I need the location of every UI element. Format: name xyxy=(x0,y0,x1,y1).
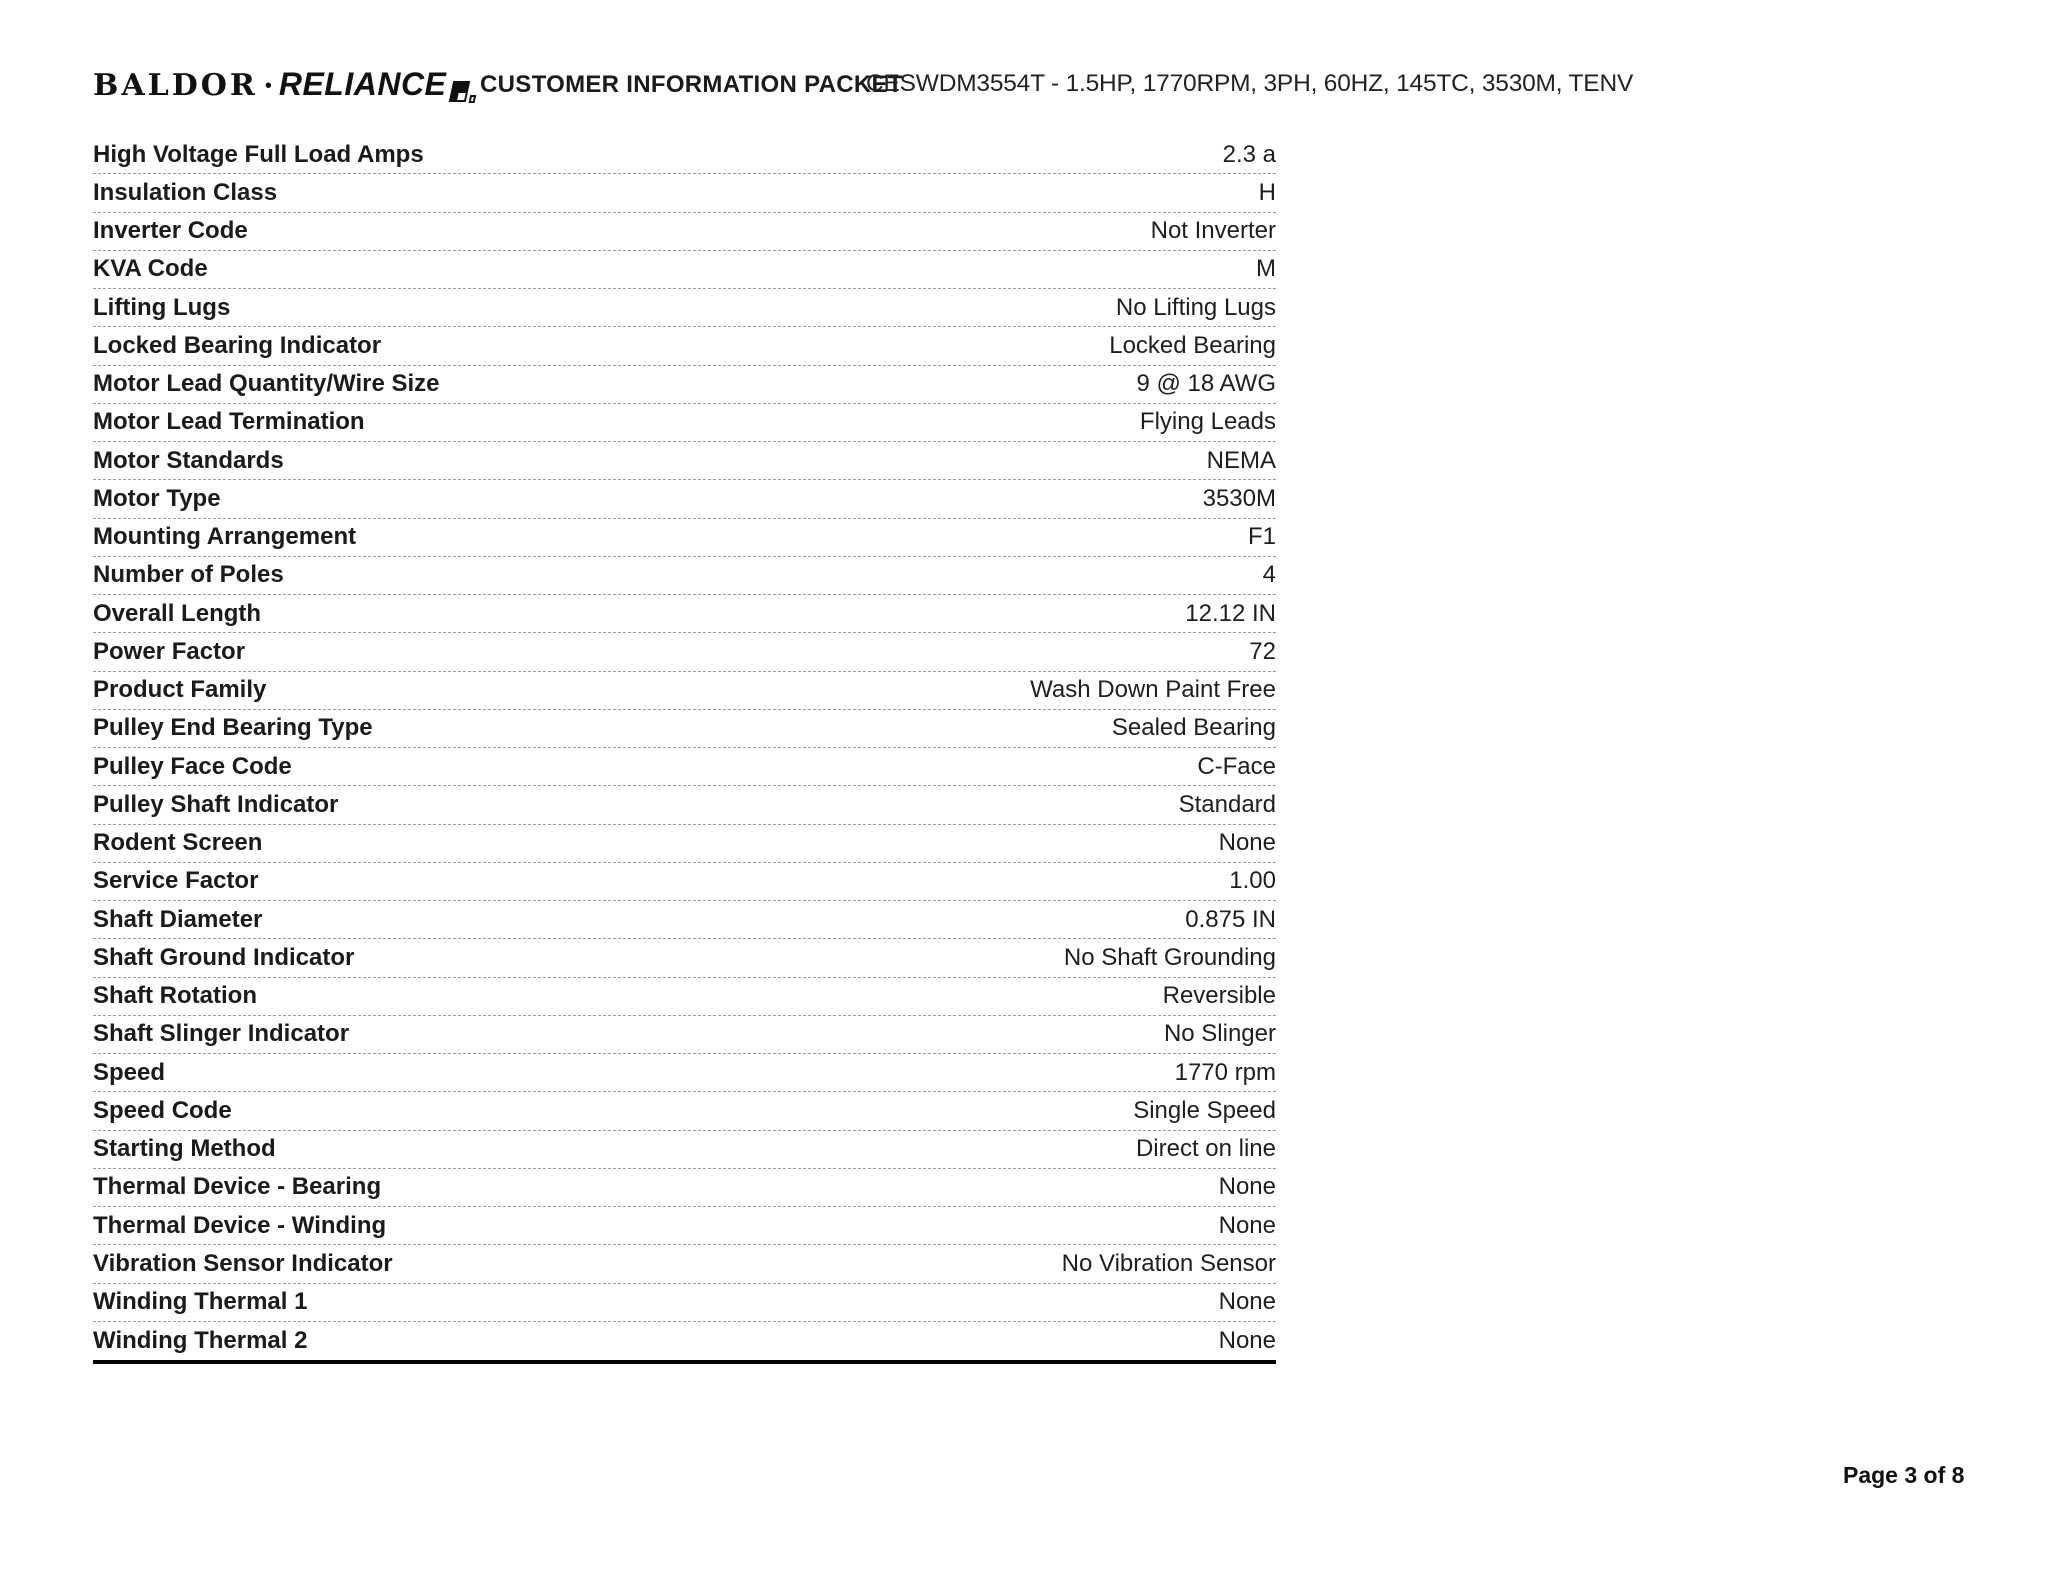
table-row xyxy=(93,595,1276,633)
spec-label: Speed xyxy=(93,1058,166,1086)
brand-baldor-text: BALDOR xyxy=(93,68,258,103)
baldor-reliance-logo xyxy=(93,66,468,103)
spec-label: Starting Method xyxy=(93,1135,276,1163)
spec-value: None xyxy=(1218,829,1276,857)
table-row xyxy=(93,710,1276,748)
spec-value: M xyxy=(1256,255,1276,283)
spec-value: None xyxy=(1218,1211,1276,1239)
spec-label: Overall Length xyxy=(93,599,262,627)
table-row xyxy=(93,327,1276,365)
spec-label: Winding Thermal 1 xyxy=(93,1288,308,1316)
spec-value: 1.00 xyxy=(1229,867,1276,895)
spec-label: Speed Code xyxy=(93,1096,232,1124)
spec-value: Reversible xyxy=(1162,982,1276,1010)
table-row xyxy=(93,442,1276,480)
table-row xyxy=(93,1169,1276,1207)
table-row xyxy=(93,366,1276,404)
spec-label: Inverter Code xyxy=(93,217,248,245)
spec-value: Standard xyxy=(1178,790,1276,818)
spec-label: Thermal Device - Bearing xyxy=(93,1173,382,1201)
spec-label: Motor Standards xyxy=(93,446,284,474)
table-row xyxy=(93,557,1276,595)
spec-label: Motor Lead Termination xyxy=(93,408,365,436)
table-row xyxy=(93,174,1276,212)
spec-label: KVA Code xyxy=(93,255,208,283)
spec-label: Rodent Screen xyxy=(93,829,263,857)
spec-value: 3530M xyxy=(1202,484,1276,512)
spec-value: Not Inverter xyxy=(1150,217,1276,245)
table-row xyxy=(93,480,1276,518)
spec-value: 4 xyxy=(1262,561,1276,589)
spec-value: None xyxy=(1218,1326,1276,1354)
logo-dot-separator: • xyxy=(264,75,272,97)
table-row xyxy=(93,672,1276,710)
spec-value: F1 xyxy=(1247,523,1276,551)
page-number: Page 3 of 8 xyxy=(1843,1462,1965,1488)
spec-value: 0.875 IN xyxy=(1185,905,1276,933)
spec-value: 12.12 IN xyxy=(1185,599,1276,627)
spec-label: Shaft Diameter xyxy=(93,905,263,933)
table-row xyxy=(93,633,1276,671)
spec-label: Shaft Rotation xyxy=(93,982,257,1010)
spec-value: 1770 rpm xyxy=(1174,1058,1276,1086)
table-row xyxy=(93,1245,1276,1283)
spec-label: Pulley Shaft Indicator xyxy=(93,790,339,818)
spec-label: Pulley End Bearing Type xyxy=(93,714,373,742)
spec-value: No Lifting Lugs xyxy=(1115,293,1276,321)
table-row xyxy=(93,825,1276,863)
spec-value: Locked Bearing xyxy=(1109,331,1276,359)
spec-value: None xyxy=(1218,1288,1276,1316)
spec-value: 9 @ 18 AWG xyxy=(1136,370,1276,398)
table-row xyxy=(93,978,1276,1016)
spec-label: Number of Poles xyxy=(93,561,284,589)
spec-label: Motor Type xyxy=(93,484,221,512)
spec-value: NEMA xyxy=(1206,446,1276,474)
spec-value: Sealed Bearing xyxy=(1111,714,1276,742)
table-row xyxy=(93,786,1276,824)
spec-value: H xyxy=(1258,178,1276,206)
table-row xyxy=(93,1131,1276,1169)
spec-value: 72 xyxy=(1249,637,1276,665)
table-row xyxy=(93,748,1276,786)
brand-reliance-text: RELIANCE xyxy=(278,66,447,102)
spec-value: Single Speed xyxy=(1133,1096,1276,1124)
table-row xyxy=(93,939,1276,977)
spec-label: Power Factor xyxy=(93,637,246,665)
spec-label: Locked Bearing Indicator xyxy=(93,331,382,359)
table-row xyxy=(93,1284,1276,1322)
spec-label: Pulley Face Code xyxy=(93,752,292,780)
table-row xyxy=(93,404,1276,442)
spec-value: Wash Down Paint Free xyxy=(1030,676,1276,704)
spec-label: Vibration Sensor Indicator xyxy=(93,1249,393,1277)
spec-value: Direct on line xyxy=(1135,1135,1276,1163)
table-row xyxy=(93,863,1276,901)
spec-label: Service Factor xyxy=(93,867,259,895)
spec-label: High Voltage Full Load Amps xyxy=(93,140,424,168)
reliance-trademark-icon xyxy=(449,81,470,102)
document-title: CUSTOMER INFORMATION PACKET xyxy=(480,71,903,98)
spec-label: Insulation Class xyxy=(93,178,278,206)
spec-label: Product Family xyxy=(93,676,267,704)
table-row xyxy=(93,289,1276,327)
table-row xyxy=(93,1322,1276,1360)
spec-value: No Shaft Grounding xyxy=(1063,943,1276,971)
table-row xyxy=(93,1207,1276,1245)
spec-label: Thermal Device - Winding xyxy=(93,1211,387,1239)
spec-label: Motor Lead Quantity/Wire Size xyxy=(93,370,440,398)
spec-label: Lifting Lugs xyxy=(93,293,231,321)
table-row xyxy=(93,1016,1276,1054)
table-row xyxy=(93,251,1276,289)
table-row xyxy=(93,213,1276,251)
table-row xyxy=(93,1092,1276,1130)
product-spec-line: CESWDM3554T - 1.5HP, 1770RPM, 3PH, 60HZ, 145TC, 3530M, TENV xyxy=(866,70,1634,97)
spec-value: C-Face xyxy=(1197,752,1276,780)
table-row xyxy=(93,136,1276,174)
spec-value: No Vibration Sensor xyxy=(1061,1249,1276,1277)
spec-value: None xyxy=(1218,1173,1276,1201)
spec-table xyxy=(93,136,1276,1364)
table-row xyxy=(93,901,1276,939)
table-row xyxy=(93,1054,1276,1092)
spec-label: Winding Thermal 2 xyxy=(93,1326,308,1354)
spec-label: Shaft Slinger Indicator xyxy=(93,1020,350,1048)
spec-label: Mounting Arrangement xyxy=(93,523,357,551)
spec-value: 2.3 a xyxy=(1222,140,1276,168)
spec-value: Flying Leads xyxy=(1139,408,1276,436)
trademark-subsquare xyxy=(469,95,477,103)
table-row xyxy=(93,519,1276,557)
spec-value: No Slinger xyxy=(1163,1020,1276,1048)
trademark-notch xyxy=(458,93,466,100)
spec-label: Shaft Ground Indicator xyxy=(93,943,355,971)
